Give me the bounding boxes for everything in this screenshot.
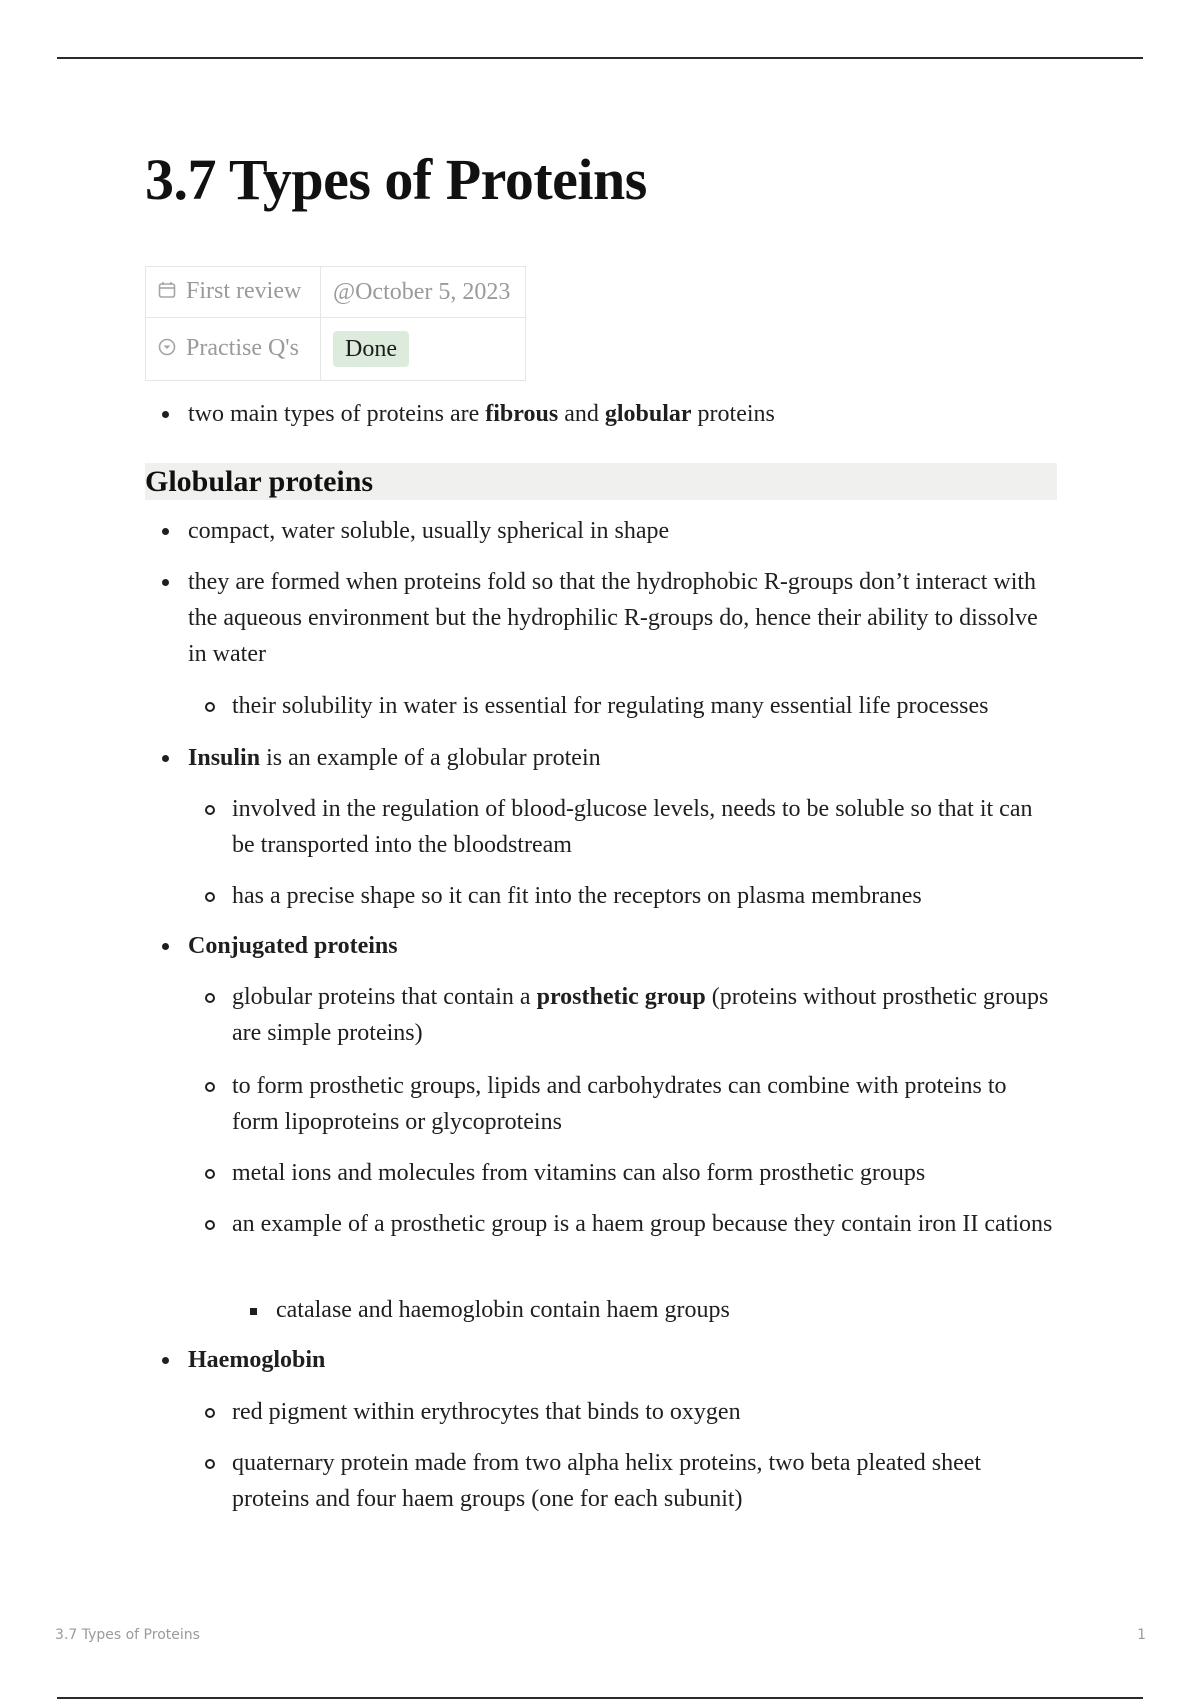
property-value-status[interactable] (321, 318, 526, 381)
list-item: has a precise shape so it can fit into the receptors on plasma membranes (145, 878, 1057, 914)
bullet-icon (205, 1082, 215, 1092)
footer-title: 3.7 Types of Proteins (55, 1627, 200, 1643)
list-item: globular proteins that contain a prosthetic group (proteins without prosthetic groups are simple proteins) (145, 979, 1057, 1051)
list-item: Haemoglobin (145, 1342, 1057, 1378)
list-item: involved in the regulation of blood-glucose levels, needs to be soluble so that it can be transported into the bloodstream (145, 791, 1057, 863)
property-name[interactable] (146, 318, 321, 381)
bullet-icon (205, 993, 215, 1003)
calendar-icon (158, 279, 176, 306)
footer-page-number: 1 (1137, 1627, 1146, 1643)
page-title: 3.7 Types of Proteins (145, 147, 647, 212)
list-item: Insulin is an example of a globular protein (145, 740, 1057, 776)
bullet-icon (162, 943, 169, 950)
top-rule (57, 57, 1143, 59)
property-name[interactable] (146, 267, 321, 318)
list-item: an example of a prosthetic group is a haem group because they contain iron II cations (145, 1206, 1057, 1242)
bullet-icon (162, 528, 169, 535)
bullet-icon (205, 805, 215, 815)
status-badge[interactable]: Done (333, 331, 409, 367)
property-row-practise-qs (146, 318, 526, 381)
list-item: red pigment within erythrocytes that binds to oxygen (145, 1394, 1057, 1430)
bullet-icon (162, 411, 169, 418)
bullet-icon (205, 1220, 215, 1230)
list-item: metal ions and molecules from vitamins can also form prosthetic groups (145, 1155, 1057, 1191)
list-item: quaternary protein made from two alpha helix proteins, two beta pleated sheet proteins and four haem groups (one for each subunit) (145, 1445, 1057, 1517)
bullet-icon (250, 1308, 257, 1315)
property-label: Practise Q's (186, 335, 299, 361)
bullet-icon (205, 1408, 215, 1418)
property-value-date[interactable]: @October 5, 2023 (321, 267, 526, 318)
intro-list (145, 396, 1057, 432)
list-item: catalase and haemoglobin contain haem groups (145, 1292, 1057, 1328)
list-item: Conjugated proteins (145, 928, 1057, 964)
list-item: they are formed when proteins fold so that the hydrophobic R-groups don’t interact with the aqueous environment but the hydrophilic R-groups do, hence their ability to dissolve in water (145, 564, 1057, 672)
bullet-icon (205, 1169, 215, 1179)
property-label: First review (186, 278, 302, 304)
list-item: to form prosthetic groups, lipids and carbohydrates can combine with proteins to form lipoproteins or glycoproteins (145, 1068, 1057, 1140)
property-row-first-review (146, 267, 526, 318)
bottom-rule (57, 1697, 1143, 1699)
list-item: compact, water soluble, usually spherical in shape (145, 513, 1057, 549)
bullet-icon (162, 755, 169, 762)
list-item: their solubility in water is essential for regulating many essential life processes (145, 688, 1057, 724)
bullet-icon (205, 1459, 215, 1469)
bullet-icon (162, 579, 169, 586)
bullet-icon (205, 702, 215, 712)
section-heading: Globular proteins (145, 463, 1057, 500)
status-icon (158, 336, 176, 363)
properties-table (145, 266, 526, 381)
list-item: two main types of proteins are fibrous and globular proteins (145, 396, 1057, 432)
bullet-icon (205, 892, 215, 902)
bullet-icon (162, 1357, 169, 1364)
